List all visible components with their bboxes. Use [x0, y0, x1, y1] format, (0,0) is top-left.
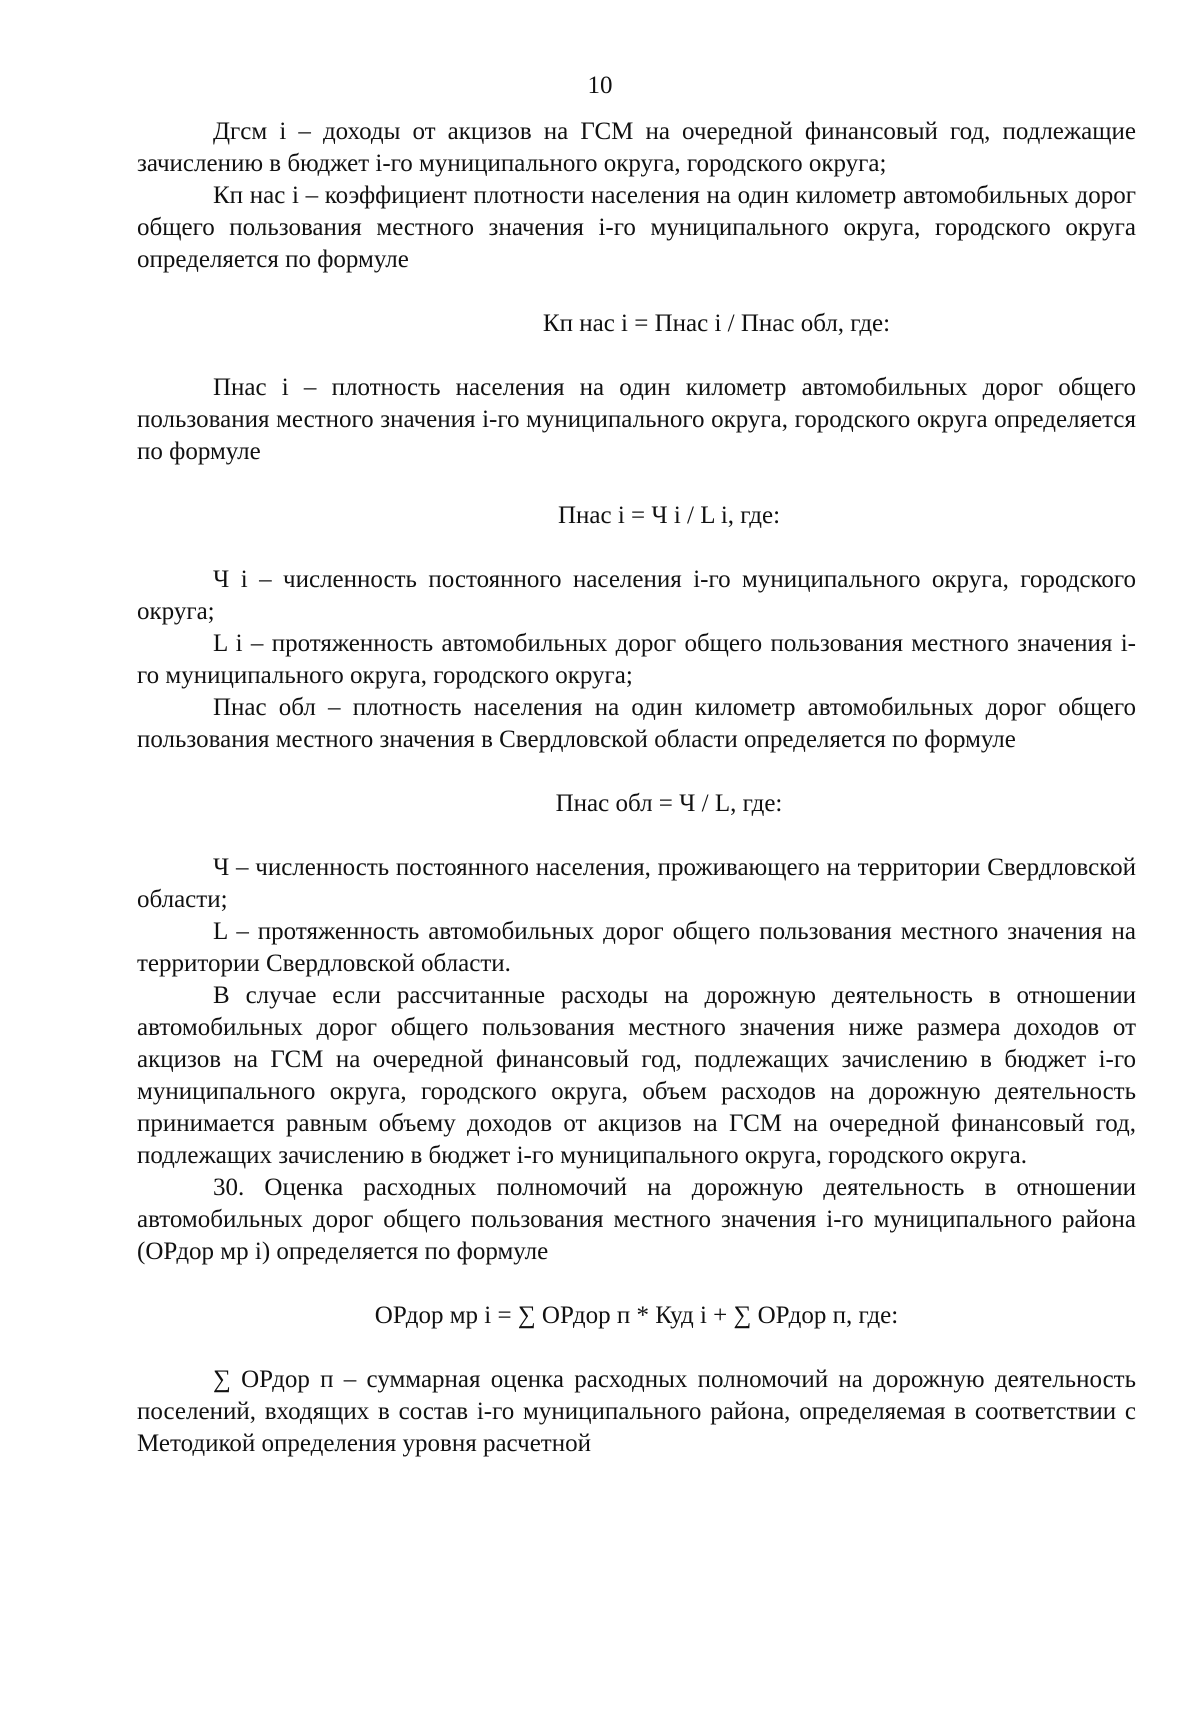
paragraph-ch-i: Ч i – численность постоянного населения i-го муниципального округа, городского округа; [137, 566, 1136, 625]
paragraph-pnas-i: Пнас i – плотность населения на один километр автомобильных дорог общего пользования местного значения i-го муниципального округа, городского округа определяется по формуле [137, 374, 1136, 465]
paragraph-pnas-obl: Пнас обл – плотность населения на один километр автомобильных дорог общего пользования местного значения в Свердловской области определяется по формуле [137, 694, 1136, 753]
formula-ordor-mr: ОРдор мр i = ∑ ОРдор п * Куд i + ∑ ОРдор п, где: [374, 1302, 899, 1329]
paragraph-l-i: L i – протяженность автомобильных дорог общего пользования местного значения i-го муниципального округа, городского округа; [137, 630, 1136, 689]
paragraph-ch: Ч – численность постоянного населения, проживающего на территории Свердловской области; [137, 854, 1136, 913]
paragraph-l: L – протяженность автомобильных дорог общего пользования местного значения на территории Свердловской области. [137, 918, 1136, 977]
page-number: 10 [587, 72, 613, 99]
paragraph-kp-nas: Кп нас i – коэффициент плотности населения на один километр автомобильных дорог общего пользования местного значения i-го муниципального округа, городского округа определяется по формуле [137, 182, 1136, 273]
paragraph-dgsm: Дгсм i – доходы от акцизов на ГСМ на очередной финансовый год, подлежащие зачислению в бюджет i-го муниципального округа, городского округа; [137, 118, 1136, 177]
formula-pnas-i: Пнас i = Ч i / L i, где: [557, 502, 781, 529]
paragraph-item-30: 30. Оценка расходных полномочий на дорожную деятельность в отношении автомобильных дорог общего пользования местного значения i-го муниципального района (ОРдор мр i) определяется по формуле [137, 1174, 1136, 1265]
formula-pnas-obl: Пнас обл = Ч / L, где: [555, 790, 783, 817]
formula-kp-nas: Кп нас i = Пнас i / Пнас обл, где: [542, 310, 891, 337]
paragraph-case: В случае если рассчитанные расходы на дорожную деятельность в отношении автомобильных дорог общего пользования местного значения ниже размера доходов от акцизов на ГСМ на очередной финансовый год, подлежащих зачислению в бюджет i-го муниципального округа, городского округа, объем расходов на дорожную деятельность принимается равным объему доходов от акцизов на ГСМ на очередной финансовый год, подлежащих зачислению в бюджет i-го муниципального округа, городского округа. [137, 982, 1136, 1169]
paragraph-sum-ordor: ∑ ОРдор п – суммарная оценка расходных полномочий на дорожную деятельность поселений, входящих в состав i-го муниципального района, определяемая в соответствии с Методикой определения уровня расчетной [137, 1366, 1136, 1457]
document-body [137, 116, 1136, 1460]
